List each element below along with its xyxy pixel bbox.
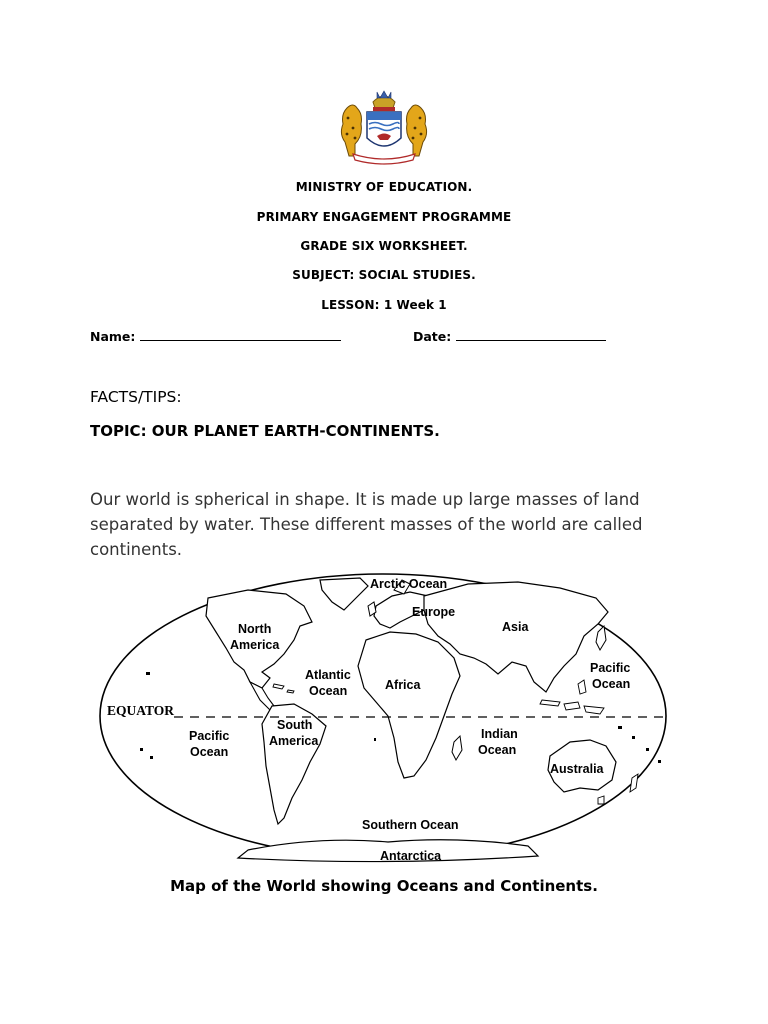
label-asia: Asia <box>502 620 529 634</box>
name-field[interactable] <box>140 328 341 341</box>
facts-heading: FACTS/TIPS: <box>90 388 182 406</box>
label-arctic-ocean: Arctic Ocean <box>370 577 448 591</box>
subject-title: SUBJECT: SOCIAL STUDIES. <box>292 268 476 282</box>
label-indian-ocean: Ocean <box>478 743 517 757</box>
intro-paragraph <box>90 487 690 562</box>
date-label: Date: <box>413 329 452 344</box>
topic-heading: TOPIC: OUR PLANET EARTH-CONTINENTS. <box>90 422 440 440</box>
africa-landmass <box>358 632 460 778</box>
label-southern-ocean: Southern Ocean <box>362 818 459 832</box>
date-row <box>413 328 606 344</box>
ministry-title: MINISTRY OF EDUCATION. <box>295 180 473 194</box>
coat-of-arms-icon <box>333 88 435 166</box>
grade-title: GRADE SIX WORKSHEET. <box>300 239 468 253</box>
label-equator: EQUATOR <box>107 703 175 718</box>
lesson-title: LESSON: 1 Week 1 <box>321 298 447 312</box>
label-pacific-ocean-east: Pacific <box>590 661 631 675</box>
label-north-america: America <box>230 638 280 652</box>
label-atlantic-ocean: Atlantic <box>305 668 351 682</box>
label-south-america: South <box>277 718 313 732</box>
name-row <box>90 328 341 344</box>
map-caption: Map of the World showing Oceans and Continents. <box>170 877 598 895</box>
label-indian-ocean: Indian <box>481 727 518 741</box>
date-field[interactable] <box>456 328 606 341</box>
paragraph-line: Our world is spherical in shape. It is made up large masses of land <box>90 490 640 509</box>
label-australia: Australia <box>550 762 604 776</box>
label-pacific-ocean-east: Ocean <box>592 677 631 691</box>
world-map <box>98 566 668 866</box>
label-antarctica: Antarctica <box>380 849 442 863</box>
label-europe: Europe <box>412 605 456 619</box>
paragraph-line: separated by water. These different masses of the world are called <box>90 515 643 534</box>
label-pacific-ocean-west: Ocean <box>190 745 229 759</box>
label-north-america: North <box>238 622 272 636</box>
paragraph-line: continents. <box>90 540 183 559</box>
label-south-america: America <box>269 734 319 748</box>
label-africa: Africa <box>385 678 421 692</box>
label-pacific-ocean-west: Pacific <box>189 729 230 743</box>
greenland-landmass <box>320 578 368 610</box>
label-atlantic-ocean: Ocean <box>309 684 348 698</box>
name-label: Name: <box>90 329 136 344</box>
programme-title: PRIMARY ENGAGEMENT PROGRAMME <box>256 210 512 224</box>
